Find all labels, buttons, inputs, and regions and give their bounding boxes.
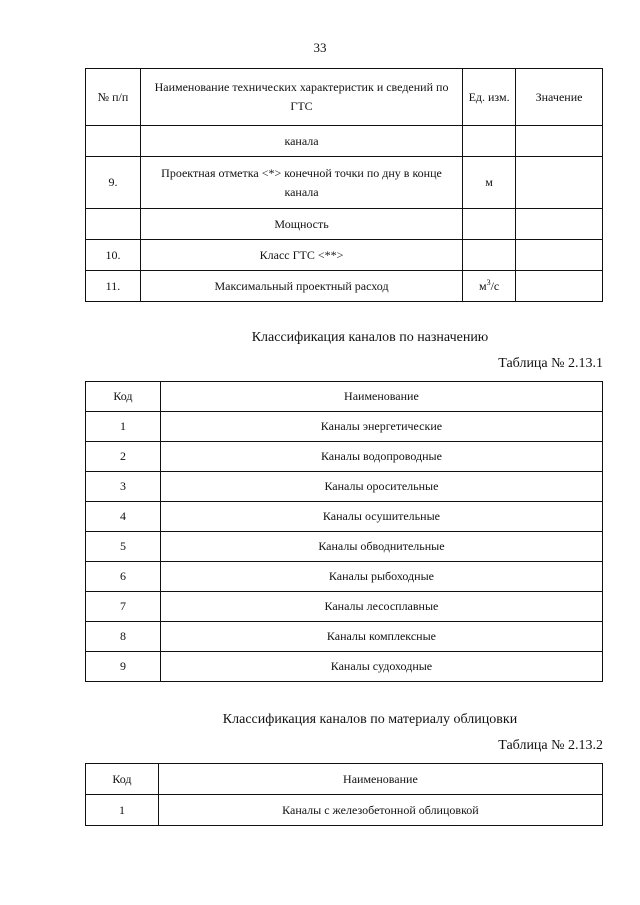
section-title-purpose: Классификация каналов по назначению bbox=[251, 330, 489, 345]
row-code: 2 bbox=[86, 442, 161, 472]
lining-classification-table bbox=[85, 763, 603, 826]
row-name: Каналы осушительные bbox=[160, 502, 602, 532]
header-num: № п/п bbox=[86, 69, 141, 126]
row-num: 10. bbox=[86, 240, 141, 271]
row-name: Каналы с железобетонной облицовкой bbox=[158, 795, 602, 826]
table-row bbox=[86, 622, 603, 652]
page-number: 33 bbox=[313, 40, 327, 55]
table-header-row bbox=[86, 382, 603, 412]
header-unit: Ед. изм. bbox=[463, 69, 516, 126]
row-name: Каналы комплексные bbox=[160, 622, 602, 652]
row-name: Каналы рыбоходные bbox=[160, 562, 602, 592]
unit-tail: /с bbox=[490, 278, 500, 293]
header-code: Код bbox=[86, 764, 159, 795]
row-code: 3 bbox=[86, 472, 161, 502]
row-unit bbox=[463, 209, 516, 240]
table-row bbox=[86, 592, 603, 622]
table-label-2-13-1: Таблица № 2.13.1 bbox=[498, 356, 603, 371]
row-name: канала bbox=[140, 126, 462, 157]
row-code: 5 bbox=[86, 532, 161, 562]
table-row bbox=[86, 412, 603, 442]
table-row bbox=[86, 652, 603, 682]
row-name: Мощность bbox=[140, 209, 462, 240]
table-row bbox=[86, 157, 603, 209]
row-num: 9. bbox=[86, 157, 141, 209]
table-header-row bbox=[86, 69, 603, 126]
row-name: Каналы водопроводные bbox=[160, 442, 602, 472]
row-num bbox=[86, 126, 141, 157]
row-code: 8 bbox=[86, 622, 161, 652]
table-row bbox=[86, 795, 603, 826]
row-name: Класс ГТС <**> bbox=[140, 240, 462, 271]
purpose-classification-table bbox=[85, 381, 603, 682]
table-row bbox=[86, 442, 603, 472]
table-header-row bbox=[86, 764, 603, 795]
row-value bbox=[516, 240, 603, 271]
header-name: Наименование bbox=[158, 764, 602, 795]
table-row bbox=[86, 271, 603, 302]
row-name: Максимальный проектный расход bbox=[140, 271, 462, 302]
row-value bbox=[516, 126, 603, 157]
row-unit: м bbox=[463, 157, 516, 209]
table-row bbox=[86, 472, 603, 502]
row-name: Каналы энергетические bbox=[160, 412, 602, 442]
row-name: Каналы лесосплавные bbox=[160, 592, 602, 622]
section-title-lining: Классификация каналов по материалу облицовки bbox=[222, 712, 518, 727]
table-row bbox=[86, 240, 603, 271]
unit-superscript: 3 bbox=[486, 277, 491, 287]
table-row bbox=[86, 209, 603, 240]
row-code: 1 bbox=[86, 412, 161, 442]
row-num bbox=[86, 209, 141, 240]
table-row bbox=[86, 126, 603, 157]
table-row bbox=[86, 562, 603, 592]
row-name: Каналы обводнительные bbox=[160, 532, 602, 562]
row-value bbox=[516, 271, 603, 302]
header-name: Наименование bbox=[160, 382, 602, 412]
row-value bbox=[516, 209, 603, 240]
table-row bbox=[86, 532, 603, 562]
row-code: 9 bbox=[86, 652, 161, 682]
row-num: 11. bbox=[86, 271, 141, 302]
table-label-2-13-2: Таблица № 2.13.2 bbox=[498, 738, 603, 753]
row-name: Проектная отметка <*> конечной точки по дну в конце канала bbox=[140, 157, 462, 209]
row-unit bbox=[463, 271, 516, 302]
header-name: Наименование технических характеристик и сведений по ГТС bbox=[140, 69, 462, 126]
row-code: 4 bbox=[86, 502, 161, 532]
row-name: Каналы судоходные bbox=[160, 652, 602, 682]
unit-base: м bbox=[478, 278, 487, 293]
row-unit bbox=[463, 240, 516, 271]
characteristics-table bbox=[85, 68, 603, 302]
row-code: 6 bbox=[86, 562, 161, 592]
row-value bbox=[516, 157, 603, 209]
header-value: Значение bbox=[516, 69, 603, 126]
table-row bbox=[86, 502, 603, 532]
header-code: Код bbox=[86, 382, 161, 412]
row-code: 7 bbox=[86, 592, 161, 622]
row-code: 1 bbox=[86, 795, 159, 826]
row-name: Каналы оросительные bbox=[160, 472, 602, 502]
row-unit bbox=[463, 126, 516, 157]
